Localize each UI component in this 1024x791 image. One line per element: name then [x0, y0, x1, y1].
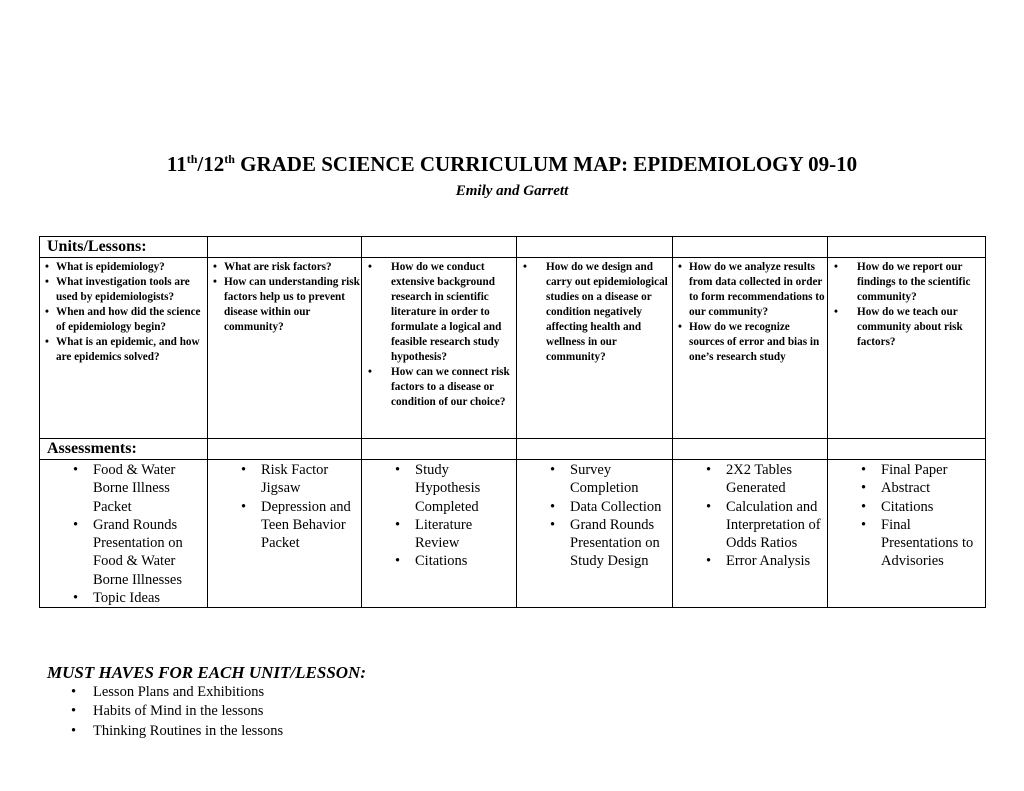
assessments-cell-4	[517, 460, 673, 608]
assessment-item: • Calculation and Interpretation of Odds Ratios	[673, 498, 827, 553]
assessment-item: • Risk Factor Jigsaw	[208, 461, 361, 498]
assessment-item: • Survey Completion	[517, 461, 672, 498]
assessments-cell-3	[362, 460, 517, 608]
assessment-item: • Abstract	[828, 479, 985, 497]
assessment-list	[362, 461, 516, 571]
header-cell	[208, 439, 362, 460]
question-item: • What is an epidemic, and how are epidemics solved?	[40, 335, 207, 365]
assessment-list	[208, 461, 361, 552]
assessment-item: • Data Collection	[517, 498, 672, 516]
questions-cell-2	[208, 258, 362, 439]
assessment-item: • Study Hypothesis Completed	[362, 461, 516, 516]
question-item: • How do we recognize sources of error and bias in one’s research study	[673, 320, 827, 365]
must-have-item: • Habits of Mind in the lessons	[47, 702, 283, 721]
must-haves-heading: MUST HAVES FOR EACH UNIT/LESSON:	[47, 663, 366, 682]
assessments-header-row	[40, 439, 986, 460]
assessment-item: • Final Presentations to Advisories	[828, 516, 985, 571]
question-item: • How do we analyze results from data collected in order to form recommendations to our community?	[673, 260, 827, 320]
assessment-item: • Grand Rounds Presentation on Food & Water Borne Illnesses	[40, 516, 207, 589]
header-cell	[828, 237, 986, 258]
assessment-item: • Citations	[828, 498, 985, 516]
question-item: • How do we report our findings to the scientific community?	[828, 260, 985, 305]
assessment-item: • Citations	[362, 552, 516, 570]
units-header-row	[40, 237, 986, 258]
page-subtitle: Emily and Garrett	[455, 183, 569, 199]
header-cell	[673, 439, 828, 460]
question-item: • How do we teach our community about risk factors?	[828, 305, 985, 350]
assessment-list	[40, 461, 207, 607]
assessment-item: • Depression and Teen Behavior Packet	[208, 498, 361, 553]
assessment-item: • Literature Review	[362, 516, 516, 553]
assessments-cell-2	[208, 460, 362, 608]
header-cell	[828, 439, 986, 460]
questions-cell-5	[673, 258, 828, 439]
question-item: • How do we design and carry out epidemiological studies on a disease or condition negatively affecting health and wellness in our community?	[517, 260, 672, 365]
questions-cell-6	[828, 258, 986, 439]
assessment-item: • 2X2 Tables Generated	[673, 461, 827, 498]
header-cell	[362, 439, 517, 460]
header-cell	[517, 237, 673, 258]
question-item: • How can we connect risk factors to a disease or condition of our choice?	[362, 365, 516, 410]
question-item: • What investigation tools are used by epidemiologists?	[40, 275, 207, 305]
assessment-item: • Topic Ideas	[40, 589, 207, 607]
assessments-row	[40, 460, 986, 608]
question-item: • How do we conduct extensive background research in scientific literature in order to formulate a logical and feasible research study hypothesis?	[362, 260, 516, 365]
header-cell	[208, 237, 362, 258]
must-have-item: • Thinking Routines in the lessons	[47, 722, 283, 741]
question-list	[517, 260, 672, 365]
must-have-item: • Lesson Plans and Exhibitions	[47, 683, 283, 702]
title-grade-11: 11	[166, 152, 187, 176]
questions-cell-4	[517, 258, 673, 439]
assessments-label: Assessments:	[40, 439, 208, 460]
assessments-cell-5	[673, 460, 828, 608]
question-item: • When and how did the science of epidemiology begin?	[40, 305, 207, 335]
assessment-list	[673, 461, 827, 571]
assessment-item: • Error Analysis	[673, 552, 827, 570]
assessment-item: • Food & Water Borne Illness Packet	[40, 461, 207, 516]
assessments-cell-6	[828, 460, 986, 608]
question-list	[40, 260, 207, 365]
question-item: • How can understanding risk factors help us to prevent disease within our community?	[208, 275, 361, 335]
assessment-list	[517, 461, 672, 571]
header-cell	[362, 237, 517, 258]
curriculum-table	[39, 236, 986, 608]
page-title	[0, 150, 1024, 178]
questions-cell-3	[362, 258, 517, 439]
assessment-item: • Grand Rounds Presentation on Study Design	[517, 516, 672, 571]
header-cell	[673, 237, 828, 258]
question-list	[208, 260, 361, 335]
question-item: • What are risk factors?	[208, 260, 361, 275]
questions-cell-1	[40, 258, 208, 439]
assessment-list	[828, 461, 985, 571]
units-lessons-label: Units/Lessons:	[40, 237, 208, 258]
title-grade-12: /12	[197, 152, 225, 176]
assessment-item: • Final Paper	[828, 461, 985, 479]
question-list	[673, 260, 827, 365]
title-text: GRADE SCIENCE CURRICULUM MAP: EPIDEMIOLOGY 09-10	[234, 152, 858, 176]
questions-row	[40, 258, 986, 439]
assessments-cell-1	[40, 460, 208, 608]
question-list	[362, 260, 516, 410]
header-cell	[517, 439, 673, 460]
title-superscript-th: th	[186, 152, 198, 166]
title-superscript-th: th	[224, 152, 235, 166]
question-item: • What is epidemiology?	[40, 260, 207, 275]
must-haves-list	[47, 683, 283, 741]
question-list	[828, 260, 985, 350]
